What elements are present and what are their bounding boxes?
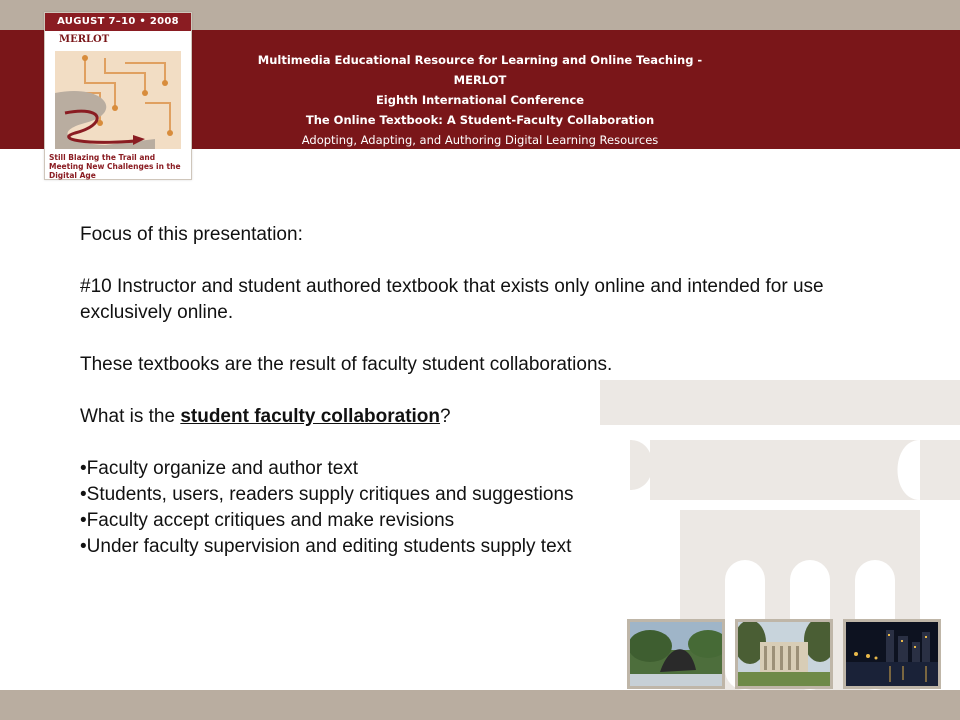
header-line-4: Adopting, Adapting, and Authoring Digital Learning Resources — [301, 133, 659, 147]
header-line-3: The Online Textbook: A Student-Faculty Collaboration — [305, 113, 655, 127]
photo-building — [735, 619, 833, 689]
bullet-list — [80, 456, 880, 560]
logo-date: AUGUST 7–10 • 2008 — [45, 13, 191, 31]
header-line-1: Multimedia Educational Resource for Learning and Online Teaching - MERLOT — [257, 53, 703, 87]
item-10-text: #10 Instructor and student authored textbook that exists only online and intended for use exclusively online. — [80, 276, 824, 323]
conference-logo — [44, 12, 192, 180]
bullet-item: •Students, users, readers supply critiques and suggestions — [80, 484, 574, 505]
skyline-photo-icon — [846, 622, 938, 686]
header-text — [230, 50, 730, 170]
sculpture-photo-icon — [630, 622, 722, 686]
question-text — [80, 404, 880, 430]
slide-body — [80, 222, 880, 560]
collaboration-link[interactable]: student faculty collaboration — [180, 406, 441, 427]
bullet-item: •Faculty accept critiques and make revisions — [80, 510, 455, 531]
focus-heading: Focus of this presentation: — [80, 224, 303, 245]
question-prefix: What is the — [80, 406, 181, 427]
question-suffix: ? — [440, 406, 451, 427]
building-photo-icon — [738, 622, 830, 686]
photo-sculpture — [627, 619, 725, 689]
logo-brand: MERLOT — [59, 34, 110, 45]
bullet-item: •Faculty organize and author text — [80, 458, 359, 479]
result-text: These textbooks are the result of faculty student collaborations. — [80, 354, 613, 375]
bottom-strip — [0, 690, 960, 720]
header-line-5: Dr. Philip A. Pecorino, CUNY, SUNY — [381, 153, 579, 167]
photo-skyline — [843, 619, 941, 689]
bullet-item: •Under faculty supervision and editing students supply text — [80, 536, 572, 557]
header-line-2: Eighth International Conference — [375, 93, 585, 107]
logo-tagline: Still Blazing the Trail and Meeting New Challenges in the Digital Age — [49, 153, 181, 180]
